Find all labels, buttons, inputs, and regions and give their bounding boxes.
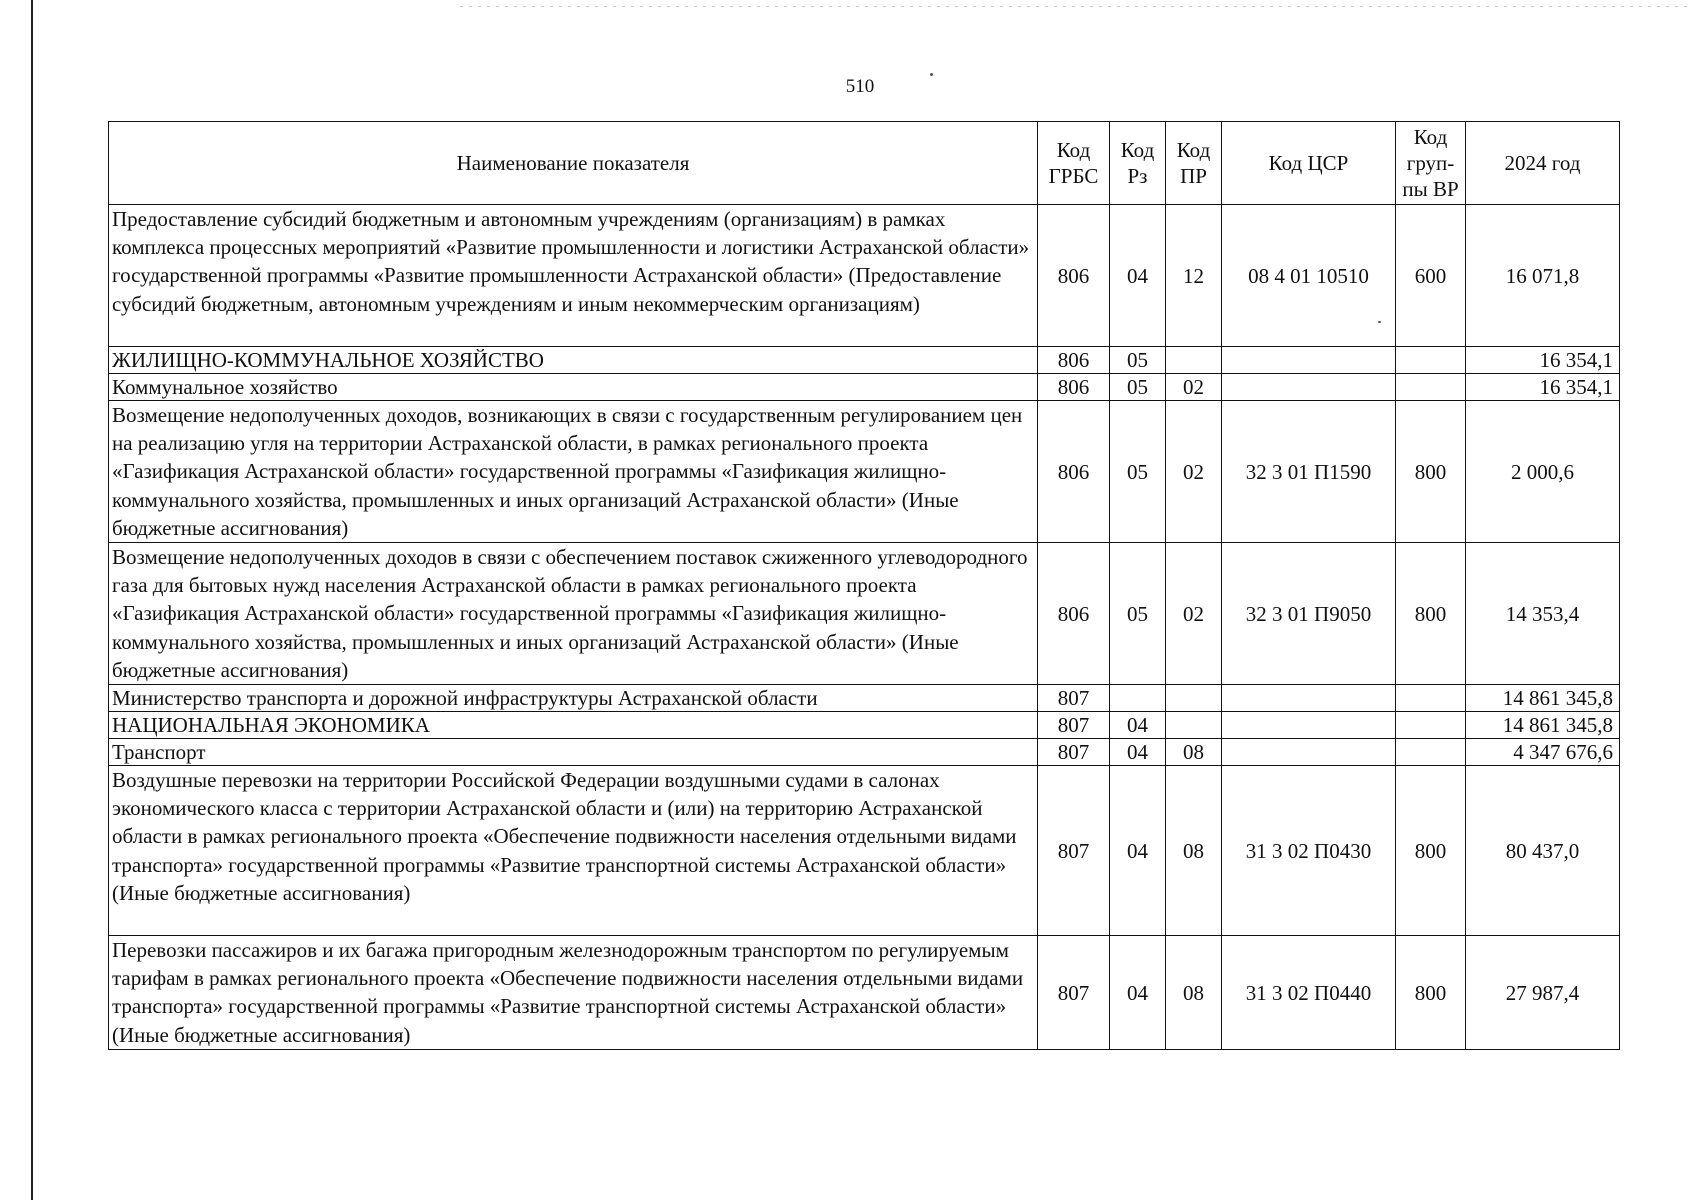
row-pr: 02 — [1166, 543, 1222, 685]
row-csr — [1222, 685, 1396, 712]
row-rz: 04 — [1110, 739, 1166, 766]
row-rz: 04 — [1110, 712, 1166, 739]
row-rz: 05 — [1110, 347, 1166, 374]
row-vr — [1396, 712, 1466, 739]
row-amount: 27 987,4 — [1466, 936, 1620, 1050]
row-vr — [1396, 685, 1466, 712]
table-row — [109, 374, 1620, 401]
row-csr: 31 3 02 П0440 — [1222, 936, 1396, 1050]
row-grbs: 806 — [1038, 401, 1110, 543]
row-amount: 16 354,1 — [1466, 374, 1620, 401]
table-row — [109, 685, 1620, 712]
row-rz: 05 — [1110, 401, 1166, 543]
row-amount: 4 347 676,6 — [1466, 739, 1620, 766]
table-row — [109, 347, 1620, 374]
row-rz: 04 — [1110, 205, 1166, 347]
row-pr — [1166, 685, 1222, 712]
row-rz — [1110, 685, 1166, 712]
row-csr — [1222, 712, 1396, 739]
row-rz: 04 — [1110, 936, 1166, 1050]
row-pr: 02 — [1166, 374, 1222, 401]
row-grbs: 807 — [1038, 766, 1110, 936]
row-amount: 80 437,0 — [1466, 766, 1620, 936]
table-row — [109, 401, 1620, 543]
row-grbs: 806 — [1038, 374, 1110, 401]
row-amount: 2 000,6 — [1466, 401, 1620, 543]
row-csr — [1222, 739, 1396, 766]
row-amount: 16 071,8 — [1466, 205, 1620, 347]
table-row — [109, 766, 1620, 936]
row-name: Транспорт — [109, 739, 1038, 766]
row-rz: 04 — [1110, 766, 1166, 936]
row-pr: 08 — [1166, 739, 1222, 766]
row-name: Коммунальное хозяйство — [109, 374, 1038, 401]
row-name: Воздушные перевозки на территории Российской Федерации воздушными судами в салонах экономического класса с территории Астраханской области и (или) на территорию Астраханской области в рамках регионального проекта «Обеспечение подвижности населения отдельными видами транспорта» государственной программы «Развитие транспортной системы Астраханской области» (Иные бюджетные ассигнования) — [109, 766, 1038, 936]
row-grbs: 807 — [1038, 712, 1110, 739]
row-vr: 800 — [1396, 401, 1466, 543]
header-name: Наименование показателя — [109, 122, 1038, 205]
table-header-row — [109, 122, 1620, 205]
scan-speck — [930, 73, 933, 76]
header-vr: Код груп-пы ВР — [1396, 122, 1466, 205]
row-grbs: 807 — [1038, 739, 1110, 766]
header-pr: Код ПР — [1166, 122, 1222, 205]
budget-table — [108, 121, 1620, 1050]
scan-edge-line — [31, 0, 33, 1200]
header-rz: Код Рз — [1110, 122, 1166, 205]
row-name: Перевозки пассажиров и их багажа пригородным железнодорожным транспортом по регулируемым тарифам в рамках регионального проекта «Обеспечение подвижности населения отдельными видами транспорта» государственной программы «Развитие транспортной системы Астраханской области» (Иные бюджетные ассигнования) — [109, 936, 1038, 1050]
row-amount: 16 354,1 — [1466, 347, 1620, 374]
row-vr — [1396, 374, 1466, 401]
row-amount: 14 861 345,8 — [1466, 712, 1620, 739]
row-name: Предоставление субсидий бюджетным и автономным учреждениям (организациям) в рамках комплекса процессных мероприятий «Развитие промышленности и логистики Астраханской области» государственной программы «Развитие промышленности Астраханской области» (Предоставление субсидий бюджетным, автономным учреждениям и иным некоммерческим организациям) — [109, 205, 1038, 347]
header-grbs: Код ГРБС — [1038, 122, 1110, 205]
scan-top-smudge — [460, 6, 1690, 7]
header-csr: Код ЦСР — [1222, 122, 1396, 205]
row-grbs: 807 — [1038, 685, 1110, 712]
row-csr — [1222, 374, 1396, 401]
row-rz: 05 — [1110, 374, 1166, 401]
row-grbs: 806 — [1038, 347, 1110, 374]
row-vr: 800 — [1396, 936, 1466, 1050]
table-row — [109, 936, 1620, 1050]
row-csr — [1222, 347, 1396, 374]
row-name: НАЦИОНАЛЬНАЯ ЭКОНОМИКА — [109, 712, 1038, 739]
row-grbs: 807 — [1038, 936, 1110, 1050]
row-grbs: 806 — [1038, 205, 1110, 347]
table-row — [109, 712, 1620, 739]
header-year: 2024 год — [1466, 122, 1620, 205]
row-csr: 32 3 01 П9050 — [1222, 543, 1396, 685]
row-csr: 32 3 01 П1590 — [1222, 401, 1396, 543]
row-amount: 14 353,4 — [1466, 543, 1620, 685]
table-row — [109, 739, 1620, 766]
row-vr: 600 — [1396, 205, 1466, 347]
table-row — [109, 205, 1620, 347]
table-row — [109, 543, 1620, 685]
row-name: Министерство транспорта и дорожной инфраструктуры Астраханской области — [109, 685, 1038, 712]
row-pr — [1166, 347, 1222, 374]
row-name: ЖИЛИЩНО-КОММУНАЛЬНОЕ ХОЗЯЙСТВО — [109, 347, 1038, 374]
row-pr: 12 — [1166, 205, 1222, 347]
row-grbs: 806 — [1038, 543, 1110, 685]
row-rz: 05 — [1110, 543, 1166, 685]
row-csr: 31 3 02 П0430 — [1222, 766, 1396, 936]
row-pr: 08 — [1166, 936, 1222, 1050]
row-name: Возмещение недополученных доходов в связи с обеспечением поставок сжиженного углеводородного газа для бытовых нужд населения Астраханской области в рамках регионального проекта «Газификация Астраханской области» государственной программы «Газификация жилищно-коммунального хозяйства, промышленных и иных организаций Астраханской области» (Иные бюджетные ассигнования) — [109, 543, 1038, 685]
row-name: Возмещение недополученных доходов, возникающих в связи с государственным регулированием цен на реализацию угля на территории Астраханской области, в рамках регионального проекта «Газификация Астраханской области» государственной программы «Газификация жилищно-коммунального хозяйства, промышленных и иных организаций Астраханской области» (Иные бюджетные ассигнования) — [109, 401, 1038, 543]
row-pr: 02 — [1166, 401, 1222, 543]
row-vr — [1396, 739, 1466, 766]
page-number: 510 — [845, 76, 875, 97]
row-vr: 800 — [1396, 766, 1466, 936]
row-csr: 08 4 01 10510 — [1222, 205, 1396, 347]
row-pr — [1166, 712, 1222, 739]
row-pr: 08 — [1166, 766, 1222, 936]
row-vr — [1396, 347, 1466, 374]
row-vr: 800 — [1396, 543, 1466, 685]
row-amount: 14 861 345,8 — [1466, 685, 1620, 712]
